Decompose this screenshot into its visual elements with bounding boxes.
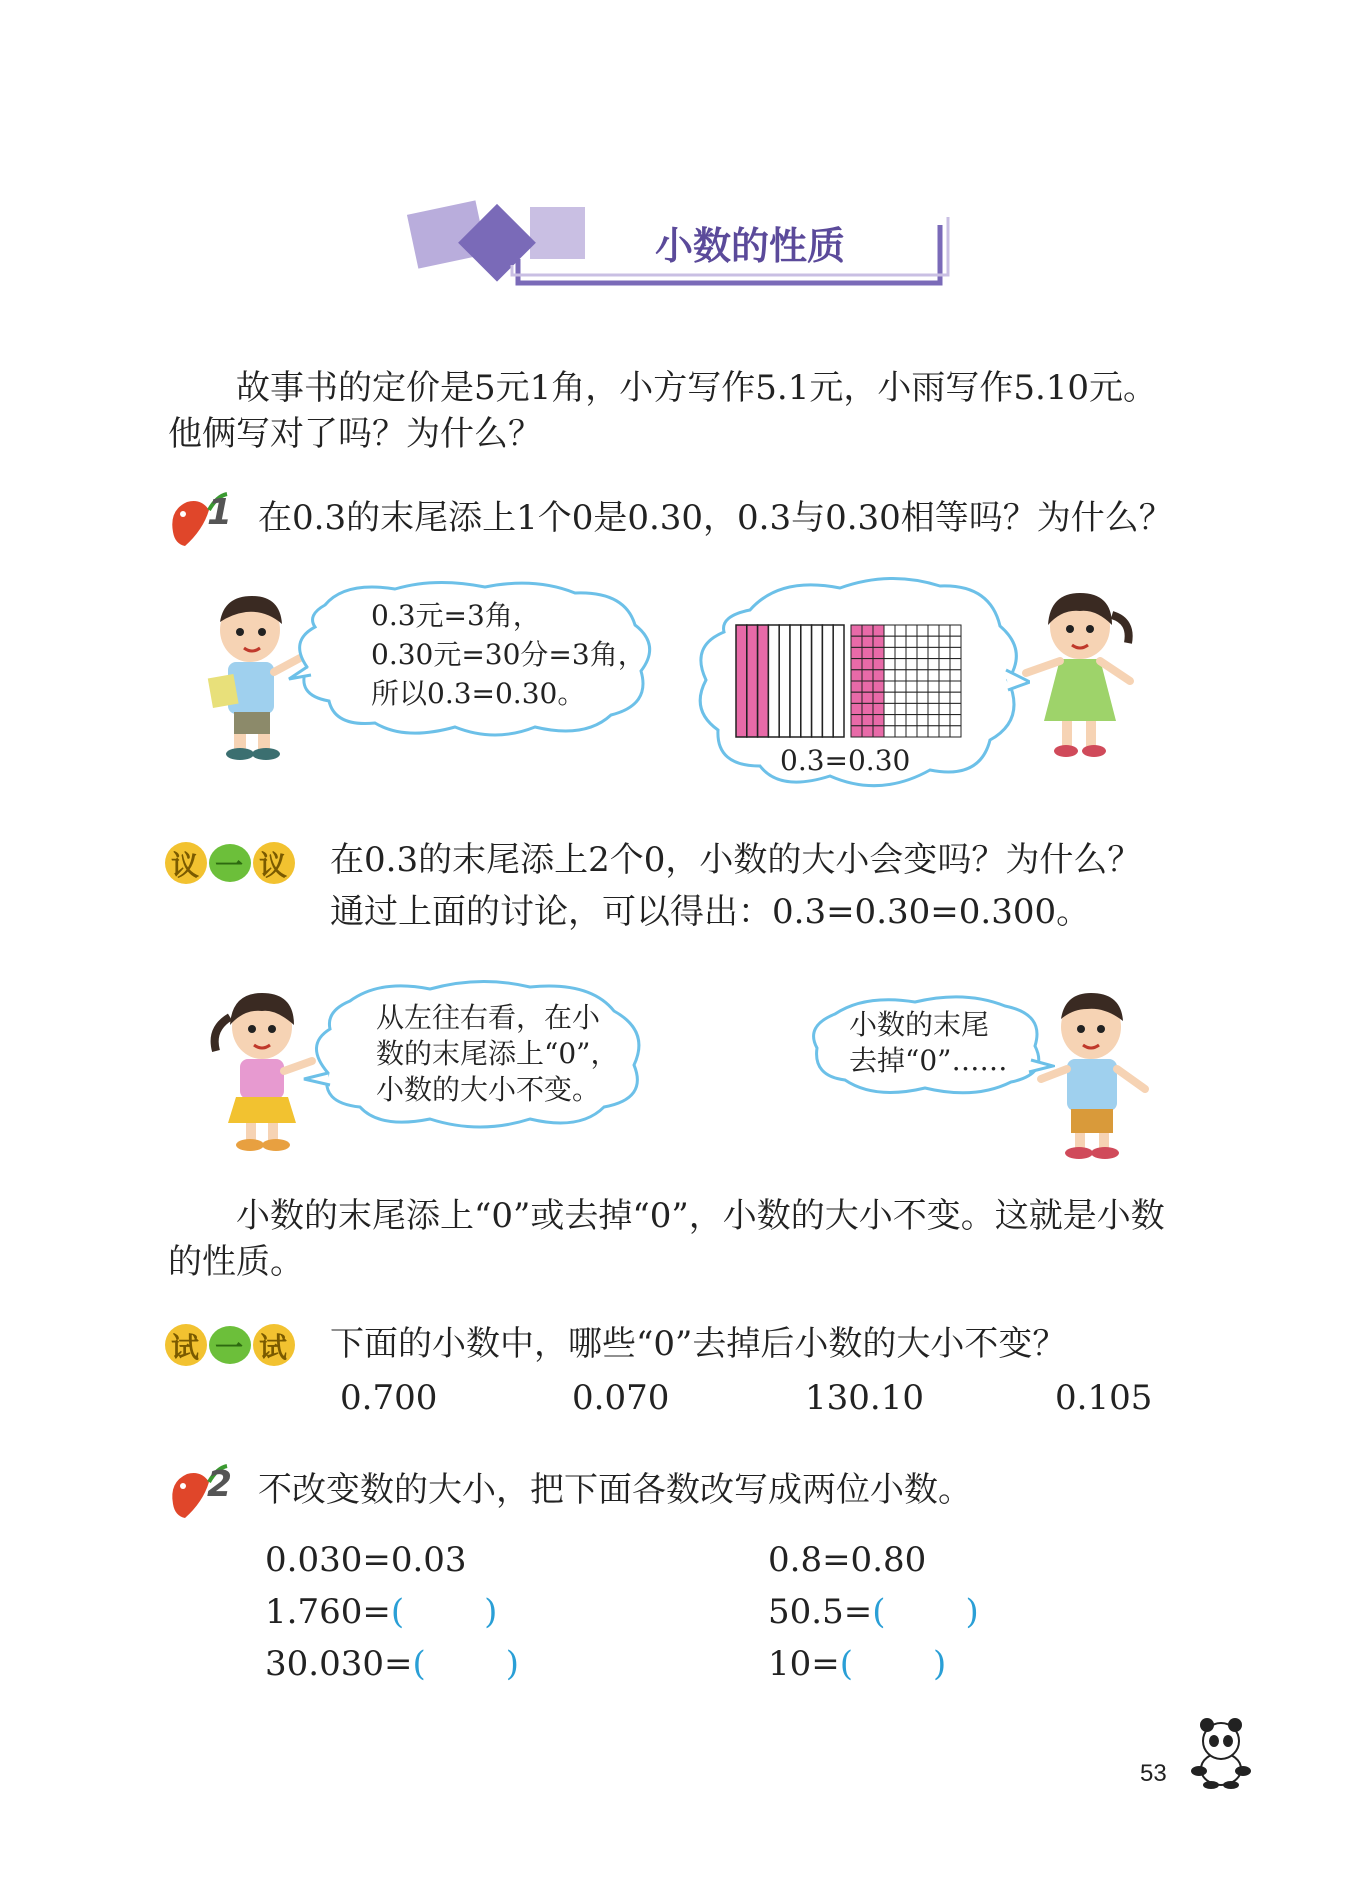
grid-cell: [950, 625, 961, 636]
example-number: 1: [207, 492, 233, 533]
try-badge-char-2: 一: [215, 1331, 244, 1364]
grid-cell: [950, 715, 961, 726]
grid-cell: [884, 625, 895, 636]
grid-cell: [906, 625, 917, 636]
discuss-line-2: 通过上面的讨论，可以得出：0.3=0.30=0.300。: [330, 892, 1091, 932]
example-number: 2: [207, 1464, 233, 1505]
answer-paren-close: ): [933, 1644, 947, 1684]
panda-icon: [1185, 1715, 1255, 1790]
girl-bubble-caption: 0.3=0.30: [780, 744, 911, 777]
grid-cell: [873, 681, 884, 692]
discuss-badge-char-1: 议: [171, 849, 200, 882]
girl2-bubble-line-3: 小数的大小不变。: [376, 1073, 601, 1106]
grid-cell: [862, 670, 873, 681]
grid-cell: [873, 636, 884, 647]
grid-cell: [895, 625, 906, 636]
grid-cell: [851, 681, 862, 692]
grid-cell: [906, 681, 917, 692]
grid-cell: [950, 703, 961, 714]
grid-cell: [928, 636, 939, 647]
grid-cell: [884, 681, 895, 692]
grid-cell: [851, 692, 862, 703]
grid-cell: [906, 692, 917, 703]
grid-cell: [928, 647, 939, 658]
grid-cell: [917, 647, 928, 658]
page-number: 53: [1140, 1760, 1167, 1787]
try-number-3: 130.10: [805, 1378, 924, 1418]
grid-cell: [917, 636, 928, 647]
intro-line-1: 故事书的定价是5元1角，小方写作5.1元，小雨写作5.10元。: [236, 368, 1158, 408]
boy-bubble-line-1: 0.3元=3角，: [371, 599, 541, 632]
grid-cell: [939, 715, 950, 726]
grid-cell: [884, 703, 895, 714]
grid-cell: [801, 625, 812, 737]
grid-cell: [862, 625, 873, 636]
boy2-speech-bubble: [805, 990, 1055, 1100]
girl2-bubble-line-1: 从左往右看，在小: [376, 1001, 601, 1034]
grid-cell: [895, 681, 906, 692]
grid-cell: [917, 703, 928, 714]
grid-cell: [862, 703, 873, 714]
answer-paren-open: (: [390, 1592, 405, 1632]
boy2-illustration: [1035, 985, 1155, 1165]
exercise-row-3-right: [768, 1642, 946, 1686]
grid-cell: [950, 692, 961, 703]
grid-cell: [917, 726, 928, 737]
grid-cell: [884, 692, 895, 703]
grid-cell: [873, 647, 884, 658]
grid-cell: [917, 670, 928, 681]
grid-cell: [939, 692, 950, 703]
grid-cell: [950, 670, 961, 681]
grid-cell: [851, 636, 862, 647]
exercise-row-2-right: [768, 1590, 979, 1634]
try-question: 下面的小数中，哪些“0”去掉后小数的大小不变？: [330, 1324, 1067, 1364]
grid-cell: [822, 625, 833, 737]
grid-cell: [950, 647, 961, 658]
grid-cell: [862, 636, 873, 647]
exercise-expression: 50.5=: [768, 1592, 873, 1632]
grid-cell: [862, 692, 873, 703]
grid-cell: [950, 659, 961, 670]
try-number-1: 0.700: [340, 1378, 438, 1418]
try-number-2: 0.070: [572, 1378, 670, 1418]
girl2-bubble-line-2: 数的末尾添上“0”，: [376, 1037, 619, 1070]
grid-cell: [906, 636, 917, 647]
grid-cell: [873, 692, 884, 703]
property-line-2: 的性质。: [168, 1242, 304, 1282]
answer-paren-close: ): [484, 1592, 498, 1632]
grid-cell: [873, 670, 884, 681]
answer-paren-close: ): [965, 1592, 979, 1632]
example-1-question: 在0.3的末尾添上1个0是0.30，0.3与0.30相等吗？为什么？: [258, 498, 1173, 538]
grid-cell: [928, 703, 939, 714]
grid-cell: [928, 692, 939, 703]
grid-cell: [758, 625, 769, 737]
grid-cell: [906, 726, 917, 737]
answer-paren-open: (: [872, 1592, 886, 1632]
answer-paren-open: (: [839, 1644, 854, 1684]
grid-cell: [873, 659, 884, 670]
try-number-4: 0.105: [1055, 1378, 1153, 1418]
grid-cell: [917, 625, 928, 636]
boy2-bubble-line-1: 小数的末尾: [849, 1008, 990, 1041]
page-title: 小数的性质: [655, 223, 846, 268]
grid-cell: [928, 726, 939, 737]
grid-cell: [906, 670, 917, 681]
grid-cell: [895, 715, 906, 726]
exercise-expression: 10=: [768, 1644, 840, 1684]
grid-cell: [851, 659, 862, 670]
boy2-bubble-line-2: 去掉“0”……: [849, 1044, 1008, 1077]
grid-cell: [862, 659, 873, 670]
grid-cell: [812, 625, 823, 737]
try-badge: [165, 1322, 295, 1368]
answer-paren-close: ): [505, 1644, 519, 1684]
grid-cell: [779, 625, 790, 737]
grid-cell: [906, 659, 917, 670]
example-2-question: 不改变数的大小，把下面各数改写成两位小数。: [258, 1470, 972, 1510]
grid-cell: [928, 625, 939, 636]
grid-cell: [884, 647, 895, 658]
girl-illustration: [1020, 585, 1150, 765]
grid-cell: [939, 726, 950, 737]
boy-bubble-line-2: 0.30元=30分=3角，: [371, 638, 646, 671]
grid-cell: [736, 625, 747, 737]
intro-line-2: 他俩写对了吗？为什么？: [168, 414, 542, 454]
try-badge-char-3: 试: [259, 1331, 288, 1364]
grid-cell: [851, 726, 862, 737]
grid-cell: [928, 670, 939, 681]
try-badge-char-1: 试: [171, 1331, 200, 1364]
grid-cell: [939, 625, 950, 636]
grid-cell: [917, 715, 928, 726]
grid-cell: [906, 715, 917, 726]
grid-cell: [895, 692, 906, 703]
example-2-badge: [165, 1462, 250, 1522]
grid-cell: [939, 670, 950, 681]
grid-cell: [851, 625, 862, 636]
grid-cell: [790, 625, 801, 737]
exercise-row-3-left: [265, 1642, 519, 1686]
grid-cell: [939, 647, 950, 658]
grid-cell: [895, 703, 906, 714]
grid-cell: [862, 726, 873, 737]
answer-paren-open: (: [412, 1644, 426, 1684]
discuss-badge: [165, 840, 295, 886]
property-line-1: 小数的末尾添上“0”或去掉“0”，小数的大小不变。这就是小数: [236, 1196, 1165, 1236]
grid-cell: [950, 681, 961, 692]
grid-cell: [873, 715, 884, 726]
grid-cell: [906, 703, 917, 714]
grid-cell: [928, 715, 939, 726]
grid-cell: [884, 659, 895, 670]
grid-cell: [895, 670, 906, 681]
grid-cell: [917, 659, 928, 670]
grid-cell: [928, 659, 939, 670]
exercise-expression: 30.030=: [265, 1644, 413, 1684]
grid-cell: [884, 715, 895, 726]
girl2-speech-bubble: [300, 975, 660, 1135]
grid-cell: [873, 703, 884, 714]
discuss-badge-char-3: 议: [259, 849, 288, 882]
grid-cell: [895, 636, 906, 647]
grid-cell: [884, 636, 895, 647]
grid-cell: [851, 703, 862, 714]
grid-cell: [895, 647, 906, 658]
grid-cell: [862, 681, 873, 692]
boy-speech-bubble: [285, 575, 665, 745]
exercise-row-1-right: 0.8=0.80: [768, 1540, 927, 1580]
grid-cell: [873, 726, 884, 737]
exercise-expression: 1.760=: [265, 1592, 391, 1632]
girl-speech-bubble: [690, 570, 1030, 800]
grid-cell: [950, 726, 961, 737]
grid-cell: [895, 726, 906, 737]
discuss-badge-char-2: 一: [215, 849, 244, 882]
exercise-row-2-left: [265, 1590, 497, 1634]
grid-cell: [873, 625, 884, 636]
tenths-grid: [735, 624, 845, 740]
example-1-badge: [165, 490, 250, 550]
grid-cell: [884, 670, 895, 681]
grid-cell: [950, 636, 961, 647]
grid-cell: [833, 625, 844, 737]
grid-cell: [862, 715, 873, 726]
grid-cell: [747, 625, 758, 737]
boy-bubble-line-3: 所以0.3=0.30。: [371, 677, 586, 710]
grid-cell: [939, 659, 950, 670]
title-banner: [400, 195, 960, 295]
grid-cell: [884, 726, 895, 737]
grid-cell: [895, 659, 906, 670]
grid-cell: [851, 670, 862, 681]
grid-cell: [851, 647, 862, 658]
grid-cell: [851, 715, 862, 726]
grid-cell: [917, 681, 928, 692]
grid-cell: [939, 636, 950, 647]
grid-cell: [917, 692, 928, 703]
grid-cell: [939, 703, 950, 714]
grid-cell: [906, 647, 917, 658]
discuss-line-1: 在0.3的末尾添上2个0，小数的大小会变吗？为什么？: [330, 840, 1142, 880]
grid-cell: [862, 647, 873, 658]
grid-cell: [768, 625, 779, 737]
grid-cell: [928, 681, 939, 692]
exercise-row-1-left: 0.030=0.03: [265, 1540, 467, 1580]
hundredths-grid: [850, 624, 962, 740]
grid-cell: [939, 681, 950, 692]
